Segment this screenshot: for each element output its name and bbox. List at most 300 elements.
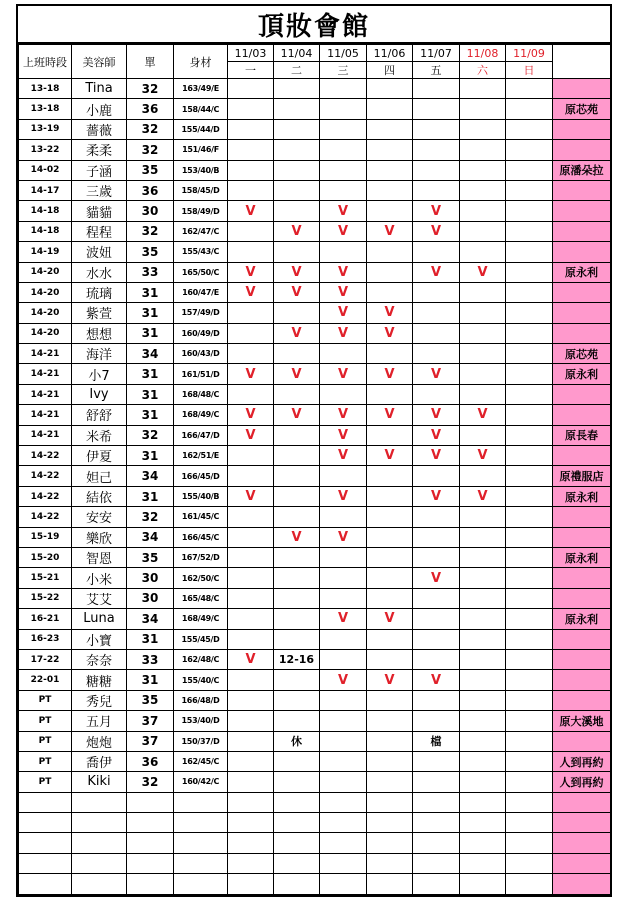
day-cell <box>460 201 506 221</box>
shift-cell: 14-22 <box>19 486 72 506</box>
body-cell: 162/48/C <box>174 649 228 669</box>
day-cell <box>506 629 553 649</box>
day-cell <box>460 629 506 649</box>
day-cell <box>367 140 413 160</box>
single-cell: 36 <box>127 180 174 200</box>
day-cell <box>460 568 506 588</box>
single-cell: 31 <box>127 405 174 425</box>
day-cell <box>228 140 274 160</box>
day-cell <box>413 99 460 119</box>
day-cell <box>506 262 553 282</box>
day-cell <box>367 201 413 221</box>
shift-cell: PT <box>19 711 72 731</box>
table-row <box>19 364 611 384</box>
day-cell <box>506 140 553 160</box>
day-cell: V <box>320 527 367 547</box>
single-cell: 35 <box>127 690 174 710</box>
day-cell <box>367 282 413 302</box>
note-cell: 原永利 <box>553 364 611 384</box>
day-cell <box>228 609 274 629</box>
table-row <box>19 507 611 527</box>
table-row <box>19 262 611 282</box>
day-cell <box>320 119 367 139</box>
day-cell <box>460 649 506 669</box>
single-cell: 37 <box>127 731 174 751</box>
day-cell <box>274 303 320 323</box>
day-cell <box>506 568 553 588</box>
body-cell: 160/42/C <box>174 772 228 792</box>
table-row <box>19 140 611 160</box>
empty-cell <box>174 792 228 812</box>
note-cell <box>553 221 611 241</box>
note-cell <box>553 874 611 894</box>
note-cell <box>553 507 611 527</box>
note-cell <box>553 649 611 669</box>
body-cell: 155/40/C <box>174 670 228 690</box>
day-cell <box>506 79 553 99</box>
empty-cell <box>127 874 174 894</box>
body-cell: 166/45/C <box>174 527 228 547</box>
day-cell <box>320 79 367 99</box>
day-cell <box>274 446 320 466</box>
empty-cell <box>228 792 274 812</box>
day-cell <box>413 180 460 200</box>
day-cell <box>228 772 274 792</box>
shift-cell: 14-21 <box>19 344 72 364</box>
stylist-name: 結依 <box>72 486 127 506</box>
body-cell: 157/49/D <box>174 303 228 323</box>
day-cell <box>413 140 460 160</box>
day-cell: V <box>413 486 460 506</box>
shift-cell: PT <box>19 731 72 751</box>
note-cell: 原芯苑 <box>553 344 611 364</box>
day-cell <box>367 649 413 669</box>
empty-cell <box>274 792 320 812</box>
stylist-name: 琉璃 <box>72 282 127 302</box>
day-cell <box>413 344 460 364</box>
empty-cell <box>506 874 553 894</box>
day-cell <box>367 262 413 282</box>
body-cell: 166/48/D <box>174 690 228 710</box>
day-cell <box>228 221 274 241</box>
day-cell: V <box>413 446 460 466</box>
day-cell <box>228 690 274 710</box>
day-cell <box>367 425 413 445</box>
day-cell <box>228 99 274 119</box>
shift-cell: 17-22 <box>19 649 72 669</box>
day-cell: V <box>228 262 274 282</box>
day-cell: V <box>413 670 460 690</box>
empty-cell <box>460 874 506 894</box>
day-cell: V <box>274 262 320 282</box>
day-cell <box>228 629 274 649</box>
table-row <box>19 629 611 649</box>
empty-cell <box>72 813 127 833</box>
day-cell <box>367 79 413 99</box>
day-cell <box>274 772 320 792</box>
empty-cell <box>19 853 72 873</box>
table-row <box>19 384 611 404</box>
shift-cell: PT <box>19 690 72 710</box>
day-cell <box>413 690 460 710</box>
day-cell <box>320 99 367 119</box>
day-cell <box>506 425 553 445</box>
note-cell: 原潘朵拉 <box>553 160 611 180</box>
note-cell <box>553 201 611 221</box>
day-cell <box>367 180 413 200</box>
stylist-name: 小7 <box>72 364 127 384</box>
day-cell <box>320 690 367 710</box>
shift-cell: 14-21 <box>19 384 72 404</box>
body-cell: 162/51/E <box>174 446 228 466</box>
day-cell <box>506 690 553 710</box>
day-cell <box>460 527 506 547</box>
single-cell: 31 <box>127 446 174 466</box>
day-cell <box>506 221 553 241</box>
single-cell: 32 <box>127 119 174 139</box>
empty-cell <box>228 874 274 894</box>
day-cell: V <box>228 649 274 669</box>
shift-cell: 15-22 <box>19 588 72 608</box>
day-cell <box>413 282 460 302</box>
day-cell <box>413 751 460 771</box>
day-cell: V <box>228 425 274 445</box>
single-cell: 35 <box>127 242 174 262</box>
stylist-name: 米希 <box>72 425 127 445</box>
empty-cell <box>127 853 174 873</box>
body-cell: 167/52/D <box>174 547 228 567</box>
single-cell: 36 <box>127 99 174 119</box>
day-cell <box>274 547 320 567</box>
table-row <box>19 344 611 364</box>
empty-cell <box>413 833 460 853</box>
day-cell <box>228 160 274 180</box>
empty-cell <box>413 874 460 894</box>
shift-cell: 14-20 <box>19 323 72 343</box>
day-cell <box>274 119 320 139</box>
note-cell <box>553 140 611 160</box>
shift-cell: 14-21 <box>19 405 72 425</box>
day-cell <box>506 384 553 404</box>
header-date: 11/09 <box>506 45 553 62</box>
single-cell: 34 <box>127 344 174 364</box>
shift-cell: 14-02 <box>19 160 72 180</box>
day-cell <box>274 466 320 486</box>
shift-cell: PT <box>19 751 72 771</box>
stylist-name: 艾艾 <box>72 588 127 608</box>
day-cell <box>460 140 506 160</box>
day-cell <box>367 527 413 547</box>
stylist-name: 想想 <box>72 323 127 343</box>
table-row <box>19 547 611 567</box>
day-cell <box>320 140 367 160</box>
day-cell <box>460 344 506 364</box>
day-cell <box>506 466 553 486</box>
day-cell: V <box>320 221 367 241</box>
day-cell <box>506 547 553 567</box>
single-cell: 31 <box>127 364 174 384</box>
day-cell <box>413 629 460 649</box>
stylist-name: 小鹿 <box>72 99 127 119</box>
table-row <box>19 609 611 629</box>
day-cell <box>413 547 460 567</box>
day-cell <box>320 242 367 262</box>
body-cell: 165/48/C <box>174 588 228 608</box>
note-cell: 人到再約 <box>553 772 611 792</box>
single-cell: 32 <box>127 221 174 241</box>
day-cell <box>460 751 506 771</box>
day-cell <box>320 629 367 649</box>
day-cell <box>228 527 274 547</box>
empty-row <box>19 853 611 873</box>
header-note <box>553 45 611 79</box>
day-cell <box>460 670 506 690</box>
empty-cell <box>460 833 506 853</box>
note-cell <box>553 384 611 404</box>
day-cell <box>274 629 320 649</box>
header-date: 11/05 <box>320 45 367 62</box>
day-cell <box>367 731 413 751</box>
day-cell <box>413 119 460 139</box>
day-cell: V <box>460 262 506 282</box>
note-cell: 原大溪地 <box>553 711 611 731</box>
empty-cell <box>19 874 72 894</box>
single-cell: 32 <box>127 140 174 160</box>
day-cell <box>367 384 413 404</box>
single-cell: 36 <box>127 751 174 771</box>
day-cell <box>228 568 274 588</box>
day-cell: V <box>274 364 320 384</box>
day-cell: V <box>228 486 274 506</box>
day-cell <box>460 588 506 608</box>
header-weekday: 日 <box>506 62 553 79</box>
day-cell <box>228 384 274 404</box>
empty-row <box>19 874 611 894</box>
day-cell <box>274 670 320 690</box>
body-cell: 162/50/C <box>174 568 228 588</box>
day-cell <box>228 446 274 466</box>
single-cell: 35 <box>127 547 174 567</box>
empty-cell <box>228 813 274 833</box>
body-cell: 153/40/B <box>174 160 228 180</box>
day-cell <box>320 649 367 669</box>
single-cell: 30 <box>127 201 174 221</box>
day-cell <box>367 344 413 364</box>
shift-cell: 14-21 <box>19 425 72 445</box>
day-cell: V <box>320 201 367 221</box>
empty-cell <box>228 833 274 853</box>
single-cell: 37 <box>127 711 174 731</box>
day-cell: V <box>460 486 506 506</box>
body-cell: 160/47/E <box>174 282 228 302</box>
day-cell <box>506 527 553 547</box>
empty-cell <box>19 833 72 853</box>
day-cell <box>506 344 553 364</box>
day-cell <box>506 588 553 608</box>
note-cell <box>553 446 611 466</box>
day-cell: V <box>367 323 413 343</box>
shift-cell: 14-20 <box>19 303 72 323</box>
stylist-name: 程程 <box>72 221 127 241</box>
table-row <box>19 527 611 547</box>
day-cell <box>320 344 367 364</box>
stylist-name: 水水 <box>72 262 127 282</box>
single-cell: 31 <box>127 303 174 323</box>
day-cell <box>367 507 413 527</box>
empty-cell <box>460 853 506 873</box>
empty-cell <box>413 853 460 873</box>
empty-cell <box>367 874 413 894</box>
table-row <box>19 282 611 302</box>
day-cell <box>228 119 274 139</box>
header-weekday: 五 <box>413 62 460 79</box>
table-row <box>19 466 611 486</box>
single-cell: 31 <box>127 670 174 690</box>
day-cell <box>413 772 460 792</box>
day-cell: V <box>228 405 274 425</box>
note-cell <box>553 690 611 710</box>
note-cell <box>553 303 611 323</box>
empty-cell <box>174 833 228 853</box>
note-cell: 人到再約 <box>553 751 611 771</box>
day-cell <box>367 629 413 649</box>
shift-cell: 13-22 <box>19 140 72 160</box>
header-weekday: 六 <box>460 62 506 79</box>
table-row <box>19 425 611 445</box>
day-cell <box>320 772 367 792</box>
day-cell <box>274 384 320 404</box>
note-cell: 原芯苑 <box>553 99 611 119</box>
table-row <box>19 690 611 710</box>
shift-cell: 13-18 <box>19 99 72 119</box>
empty-cell <box>506 853 553 873</box>
day-cell <box>413 323 460 343</box>
empty-cell <box>367 833 413 853</box>
table-row <box>19 649 611 669</box>
header-date: 11/03 <box>228 45 274 62</box>
day-cell: V <box>320 446 367 466</box>
header-single: 單 <box>127 45 174 79</box>
table-row <box>19 242 611 262</box>
stylist-name: 喬伊 <box>72 751 127 771</box>
day-cell <box>228 242 274 262</box>
day-cell: V <box>274 405 320 425</box>
day-cell <box>506 507 553 527</box>
note-cell <box>553 629 611 649</box>
stylist-name: 子涵 <box>72 160 127 180</box>
shift-cell: 16-23 <box>19 629 72 649</box>
empty-cell <box>274 874 320 894</box>
empty-cell <box>127 833 174 853</box>
shift-cell: 15-19 <box>19 527 72 547</box>
stylist-name: Luna <box>72 609 127 629</box>
day-cell <box>460 466 506 486</box>
table-row <box>19 772 611 792</box>
empty-cell <box>127 792 174 812</box>
day-cell <box>274 160 320 180</box>
schedule-table <box>18 44 611 895</box>
day-cell <box>506 242 553 262</box>
header-weekday: 四 <box>367 62 413 79</box>
day-cell <box>367 690 413 710</box>
day-cell <box>460 425 506 445</box>
day-cell <box>460 711 506 731</box>
table-row <box>19 711 611 731</box>
shift-cell: 14-22 <box>19 507 72 527</box>
day-cell <box>367 568 413 588</box>
stylist-name: 波妞 <box>72 242 127 262</box>
day-cell: V <box>320 486 367 506</box>
empty-cell <box>460 792 506 812</box>
header-body: 身材 <box>174 45 228 79</box>
body-cell: 168/48/C <box>174 384 228 404</box>
stylist-name: 妲己 <box>72 466 127 486</box>
note-cell <box>553 527 611 547</box>
day-cell: V <box>320 405 367 425</box>
day-cell <box>274 79 320 99</box>
day-cell <box>413 507 460 527</box>
empty-cell <box>506 792 553 812</box>
day-cell: 檔 <box>413 731 460 751</box>
single-cell: 34 <box>127 609 174 629</box>
body-cell: 153/40/D <box>174 711 228 731</box>
note-cell: 原永利 <box>553 262 611 282</box>
stylist-name: Kiki <box>72 772 127 792</box>
day-cell: V <box>320 364 367 384</box>
day-cell: V <box>367 303 413 323</box>
shift-cell: 14-17 <box>19 180 72 200</box>
header-weekday: 二 <box>274 62 320 79</box>
empty-row <box>19 792 611 812</box>
empty-cell <box>320 813 367 833</box>
note-cell: 原永利 <box>553 547 611 567</box>
empty-cell <box>460 813 506 833</box>
day-cell <box>320 588 367 608</box>
table-row <box>19 119 611 139</box>
shift-cell: 22-01 <box>19 670 72 690</box>
day-cell <box>320 547 367 567</box>
day-cell <box>274 242 320 262</box>
empty-cell <box>19 792 72 812</box>
body-cell: 165/50/C <box>174 262 228 282</box>
body-cell: 166/45/D <box>174 466 228 486</box>
table-row <box>19 670 611 690</box>
day-cell <box>460 731 506 751</box>
empty-cell <box>19 813 72 833</box>
empty-cell <box>274 833 320 853</box>
table-row <box>19 446 611 466</box>
day-cell <box>228 79 274 99</box>
shift-cell: 14-18 <box>19 201 72 221</box>
day-cell <box>506 99 553 119</box>
day-cell <box>460 242 506 262</box>
shift-cell: 14-20 <box>19 282 72 302</box>
day-cell <box>413 466 460 486</box>
day-cell: V <box>274 221 320 241</box>
empty-row <box>19 813 611 833</box>
day-cell <box>274 588 320 608</box>
day-cell: V <box>274 527 320 547</box>
note-cell: 原永利 <box>553 609 611 629</box>
note-cell <box>553 853 611 873</box>
empty-cell <box>174 853 228 873</box>
day-cell <box>413 303 460 323</box>
day-cell <box>320 507 367 527</box>
day-cell <box>413 384 460 404</box>
header-row <box>19 45 611 62</box>
day-cell <box>228 670 274 690</box>
day-cell <box>506 160 553 180</box>
